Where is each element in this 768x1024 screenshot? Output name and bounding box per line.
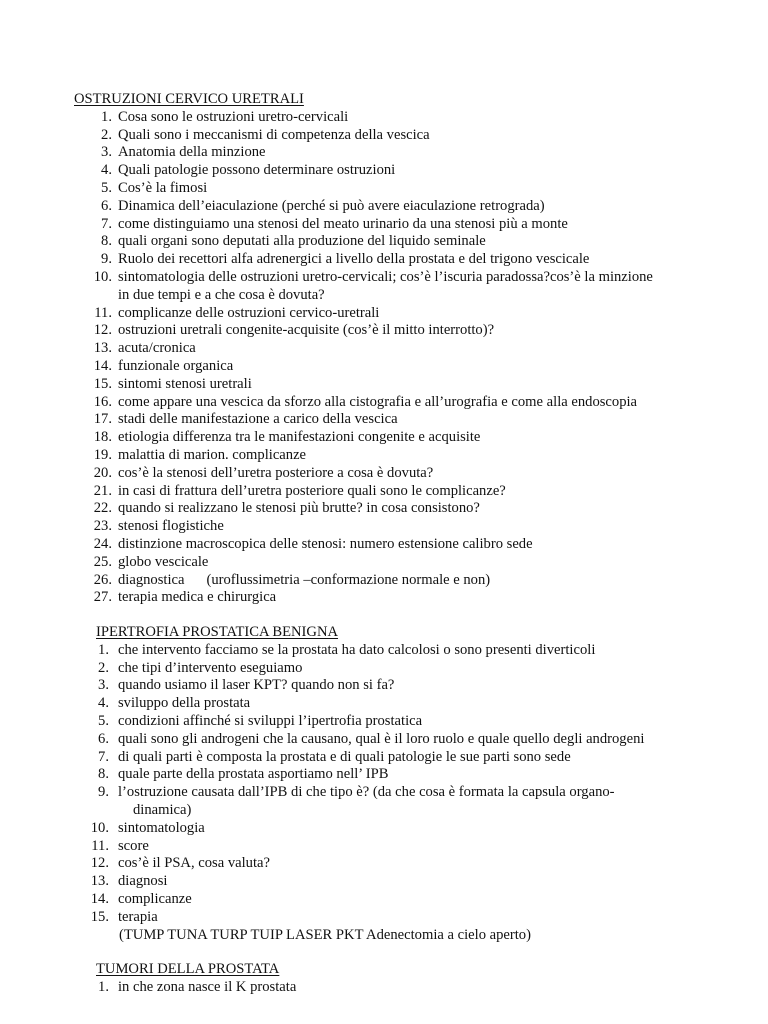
section-heading: TUMORI DELLA PROSTATA xyxy=(96,961,280,977)
section-heading: OSTRUZIONI CERVICO URETRALI xyxy=(74,91,304,107)
item-text: sintomatologia xyxy=(118,819,205,836)
therapy-note: (TUMP TUNA TURP TUIP LASER PKT Adenectomia a cielo aperto) xyxy=(119,926,531,943)
item-text: complicanze delle ostruzioni cervico-uretrali xyxy=(118,304,380,321)
list-item xyxy=(0,518,768,536)
item-number: 4. xyxy=(101,162,112,179)
item-text-block xyxy=(118,269,653,305)
list-item xyxy=(0,500,768,518)
item-text: stadi delle manifestazione a carico della vescica xyxy=(118,411,398,428)
item-text: distinzione macroscopica delle stenosi: numero estensione calibro sede xyxy=(118,535,533,552)
list-item xyxy=(0,731,768,749)
item-number: 26. xyxy=(93,571,112,588)
item-text: che intervento facciamo se la prostata ha dato calcolosi o sono presenti diverticoli xyxy=(118,641,596,658)
item-text: globo vescicale xyxy=(118,553,209,570)
list-item xyxy=(0,447,768,465)
item-number: 22. xyxy=(93,500,112,517)
item-text-continuation: dinamica) xyxy=(133,801,192,818)
list-item xyxy=(0,677,768,695)
list-item xyxy=(0,465,768,483)
item-number: 17. xyxy=(93,411,112,428)
item-number: 21. xyxy=(93,482,112,499)
item-text: diagnosi xyxy=(118,873,168,890)
item-number: 12. xyxy=(93,322,112,339)
list-item xyxy=(0,642,768,660)
item-number: 5. xyxy=(101,179,112,196)
list-item xyxy=(0,180,768,198)
list-item xyxy=(0,660,768,678)
item-text: Ruolo dei recettori alfa adrenergici a livello della prostata e del trigono vescicale xyxy=(118,251,590,268)
item-text: acuta/cronica xyxy=(118,340,196,357)
list-item xyxy=(0,251,768,269)
item-text: Cosa sono le ostruzioni uretro-cervicali xyxy=(118,108,349,125)
item-text: Dinamica dell’eiaculazione (perché si può avere eiaculazione retrograda) xyxy=(118,197,545,214)
item-text: l’ostruzione causata dall’IPB di che tipo è? (da che cosa è formata la capsula organo- xyxy=(118,784,615,801)
list-item xyxy=(0,162,768,180)
item-text: quando usiamo il laser KPT? quando non si fa? xyxy=(118,677,395,694)
list-item xyxy=(0,376,768,394)
item-number: 18. xyxy=(93,429,112,446)
item-text: Cos’è la fimosi xyxy=(118,179,208,196)
list-item xyxy=(0,394,768,412)
item-number: 25. xyxy=(93,553,112,570)
item-number: 10. xyxy=(90,819,109,836)
item-text: Quali sono i meccanismi di competenza della vescica xyxy=(118,126,430,143)
item-number: 1. xyxy=(98,978,109,995)
item-text: quando si realizzano le stenosi più brutte? in cosa consistono? xyxy=(118,500,480,517)
item-number: 24. xyxy=(93,535,112,552)
list-item xyxy=(0,909,768,927)
list-item xyxy=(0,198,768,216)
item-number: 11. xyxy=(91,837,109,854)
item-text: sintomi stenosi uretrali xyxy=(118,375,252,392)
list-item xyxy=(0,749,768,767)
item-number: 13. xyxy=(93,340,112,357)
item-number: 9. xyxy=(101,251,112,268)
item-number: 20. xyxy=(93,464,112,481)
item-text: quali organi sono deputati alla produzione del liquido seminale xyxy=(118,233,486,250)
item-text: ostruzioni uretrali congenite-acquisite (cos’è il mitto interrotto)? xyxy=(118,322,495,339)
item-number: 5. xyxy=(98,712,109,729)
list-item xyxy=(0,891,768,909)
item-number: 14. xyxy=(90,890,109,907)
item-number: 10. xyxy=(93,268,112,285)
section-heading: IPERTROFIA PROSTATICA BENIGNA xyxy=(96,624,339,640)
item-number: 16. xyxy=(93,393,112,410)
list-item xyxy=(0,483,768,501)
list-item xyxy=(0,784,768,820)
item-number: 2. xyxy=(98,659,109,676)
section-ipertrofia xyxy=(0,624,768,944)
item-number: 7. xyxy=(98,748,109,765)
item-text: sviluppo della prostata xyxy=(118,695,251,712)
item-number: 14. xyxy=(93,357,112,374)
item-number: 13. xyxy=(90,873,109,890)
list-item xyxy=(0,127,768,145)
item-text: come distinguiamo una stenosi del meato urinario da una stenosi più a monte xyxy=(118,215,568,232)
list-item xyxy=(0,979,768,997)
list-item xyxy=(0,144,768,162)
list-item xyxy=(0,554,768,572)
item-number: 6. xyxy=(101,197,112,214)
list-item xyxy=(0,855,768,873)
item-number: 7. xyxy=(101,215,112,232)
item-number: 19. xyxy=(93,446,112,463)
item-text: funzionale organica xyxy=(118,357,234,374)
item-text: cos’è il PSA, cosa valuta? xyxy=(118,855,270,872)
item-text: Anatomia della minzione xyxy=(118,144,266,161)
item-text-continuation: in due tempi e a che cosa è dovuta? xyxy=(118,286,325,303)
item-text-block xyxy=(118,784,615,820)
item-text: di quali parti è composta la prostata e di quali patologie le sue parti sono sede xyxy=(118,748,571,765)
item-number: 3. xyxy=(101,144,112,161)
list-item xyxy=(0,269,768,305)
item-number: 8. xyxy=(98,766,109,783)
item-text: quali sono gli androgeni che la causano, qual è il loro ruolo e quale quello degli androgeni xyxy=(118,730,645,747)
item-number: 1. xyxy=(98,641,109,658)
question-list xyxy=(0,642,768,927)
item-text: che tipi d’intervento eseguiamo xyxy=(118,659,303,676)
list-item xyxy=(0,340,768,358)
list-item xyxy=(0,873,768,891)
item-number: 6. xyxy=(98,730,109,747)
list-item xyxy=(0,838,768,856)
item-number: 3. xyxy=(98,677,109,694)
list-item xyxy=(0,766,768,784)
section-ostruzioni xyxy=(0,91,768,607)
list-item xyxy=(0,411,768,429)
item-number: 8. xyxy=(101,233,112,250)
item-number: 11. xyxy=(94,304,112,321)
item-number: 27. xyxy=(93,589,112,606)
item-text: come appare una vescica da sforzo alla cistografia e all’urografia e come alla endoscopia xyxy=(118,393,638,410)
item-number: 15. xyxy=(93,375,112,392)
list-item xyxy=(0,536,768,554)
list-item xyxy=(0,305,768,323)
list-item xyxy=(0,713,768,731)
list-item xyxy=(0,572,768,590)
item-text: cos’è la stenosi dell’uretra posteriore a cosa è dovuta? xyxy=(118,464,434,481)
item-number: 12. xyxy=(90,855,109,872)
item-number: 2. xyxy=(101,126,112,143)
item-text-block xyxy=(118,572,490,590)
item-text: quale parte della prostata asportiamo nell’ IPB xyxy=(118,766,389,783)
item-number: 23. xyxy=(93,518,112,535)
item-text: malattia di marion. complicanze xyxy=(118,446,307,463)
item-text: sintomatologia delle ostruzioni uretro-cervicali; cos’è l’iscuria paradossa?cos’è la minzione xyxy=(118,268,653,285)
list-item xyxy=(0,322,768,340)
item-text: complicanze xyxy=(118,890,192,907)
item-text: diagnostica xyxy=(118,571,185,588)
item-text: stenosi flogistiche xyxy=(118,518,224,535)
item-text: in casi di frattura dell’uretra posteriore quali sono le complicanze? xyxy=(118,482,506,499)
item-text: terapia xyxy=(118,908,158,925)
item-text: Quali patologie possono determinare ostruzioni xyxy=(118,162,396,179)
item-number: 15. xyxy=(90,908,109,925)
item-text-extra: (uroflussimetria –conformazione normale e non) xyxy=(206,571,491,588)
item-text: condizioni affinché si sviluppi l’ipertrofia prostatica xyxy=(118,712,423,729)
item-text: in che zona nasce il K prostata xyxy=(118,978,297,995)
list-item xyxy=(0,233,768,251)
list-item xyxy=(0,820,768,838)
list-item xyxy=(0,109,768,127)
item-text: terapia medica e chirurgica xyxy=(118,589,277,606)
item-number: 9. xyxy=(98,784,109,801)
question-list xyxy=(0,109,768,607)
question-list xyxy=(0,979,768,997)
item-text: etiologia differenza tra le manifestazioni congenite e acquisite xyxy=(118,429,481,446)
item-text: score xyxy=(118,837,149,854)
list-item xyxy=(0,695,768,713)
list-item xyxy=(0,589,768,607)
section-tumori xyxy=(0,961,768,997)
list-item xyxy=(0,216,768,234)
list-item xyxy=(0,429,768,447)
item-number: 1. xyxy=(101,108,112,125)
item-number: 4. xyxy=(98,695,109,712)
list-item xyxy=(0,358,768,376)
